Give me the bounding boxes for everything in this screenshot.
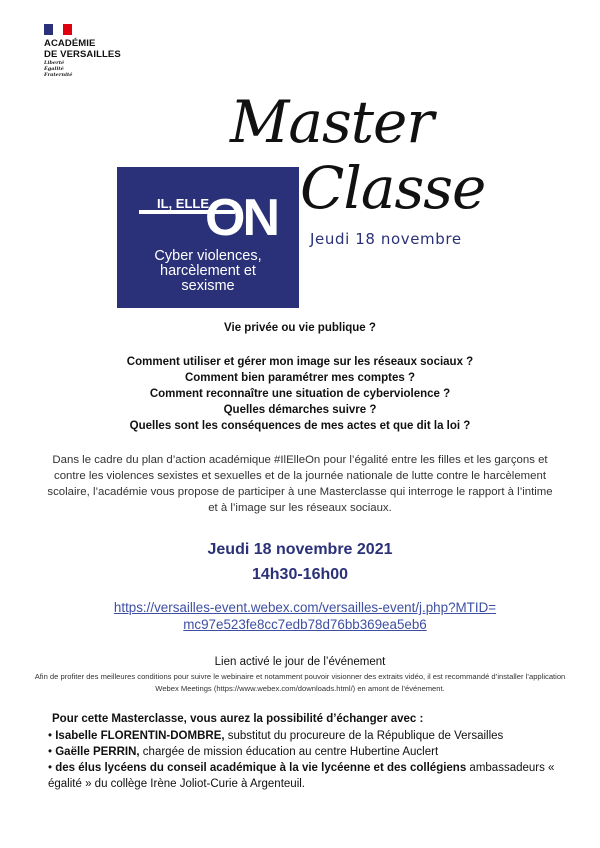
speaker-role: ambassadeurs « égalité » du collège Irène Joliot-Curie à Argenteuil.: [48, 762, 555, 790]
question-item: Comment bien paramétrer mes comptes ?: [184, 372, 416, 384]
link-activation-note: Afin de profiter des meilleures conditions pour suivre le webinaire et notamment pouvoir visionner des extraits vidéo, il est recommandé d’installer l’application Webex Meetings (https://www.webex.com/downloads.html/) en amont de l’événement.: [34, 672, 566, 693]
event-date: Jeudi 18 novembre 2021: [207, 541, 393, 558]
speaker-role: chargée de mission éducation au centre Hubertine Auclert: [139, 746, 439, 758]
event-time: 14h30-16h00: [251, 566, 349, 583]
title-classe: Classe: [300, 154, 486, 222]
campaign-badge: [117, 167, 299, 308]
motto-fraternite: Fraternité: [44, 72, 73, 78]
speaker-item: [48, 760, 573, 792]
motto-liberte: Liberté: [44, 60, 65, 66]
question-item: Quelles sont les conséquences de mes actes et que dit la loi ?: [129, 420, 471, 432]
logo-text: IL, ELLE: [157, 196, 209, 211]
speaker-name: Isabelle FLORENTIN-DOMBRE,: [55, 730, 225, 742]
bullet-icon: •: [48, 730, 53, 742]
speakers-heading: Pour cette Masterclasse, vous aurez la possibilité d’échanger avec :: [52, 713, 424, 725]
question-item: Comment reconnaître une situation de cyberviolence ?: [149, 388, 451, 400]
french-flag-icon: [44, 24, 72, 35]
speaker-name: des élus lycéens du conseil académique à la vie lycéenne et des collégiens: [55, 762, 467, 774]
question-item: Quelles démarches suivre ?: [223, 404, 377, 416]
intro-paragraph: Dans le cadre du plan d’action académique #IlElleOn pour l’égalité entre les filles et les garçons et contre les violences sexistes et sexuelles et de la journée nationale de lutte contre le harcèlement scolaire, l’académie vous propose de participer à une Masterclasse qui interroge le rapport à l’intime et à l’image sur les réseaux sociaux.: [47, 454, 553, 514]
academy-name-line2: DE VERSAILLES: [44, 48, 121, 60]
question-item: Comment utiliser et gérer mon image sur les réseaux sociaux ?: [126, 356, 474, 368]
question-intro: Vie privée ou vie publique ?: [224, 322, 376, 334]
academy-name-line1: ACADÉMIE: [44, 38, 96, 49]
bullet-icon: •: [48, 762, 53, 774]
motto-egalite: Égalité: [44, 66, 64, 72]
speaker-item: [48, 728, 573, 744]
badge-caption-line: sexisme: [181, 278, 235, 294]
academy-logo: [44, 24, 154, 78]
badge-caption-line: Cyber violences,: [154, 248, 262, 264]
il-elle-on-logo-icon: [139, 183, 279, 243]
badge-caption: [117, 249, 299, 294]
logo-letters: ON: [205, 189, 277, 243]
speaker-name: Gaëlle PERRIN,: [55, 746, 140, 758]
webex-link[interactable]: https://versailles-event.webex.com/versailles-event/j.php?MTID=mc97e523fe8cc7edb78d76bb369ea5eb6: [113, 600, 497, 632]
bullet-icon: •: [48, 746, 53, 758]
speaker-role: substitut du procureure de la République de Versailles: [224, 730, 504, 742]
title-date: Jeudi 18 novembre: [310, 230, 462, 248]
title-master: Master: [230, 88, 434, 156]
badge-caption-line: harcèlement et: [160, 263, 256, 279]
speaker-item: [48, 744, 573, 760]
link-activation-title: Lien activé le jour de l’événement: [214, 656, 386, 668]
